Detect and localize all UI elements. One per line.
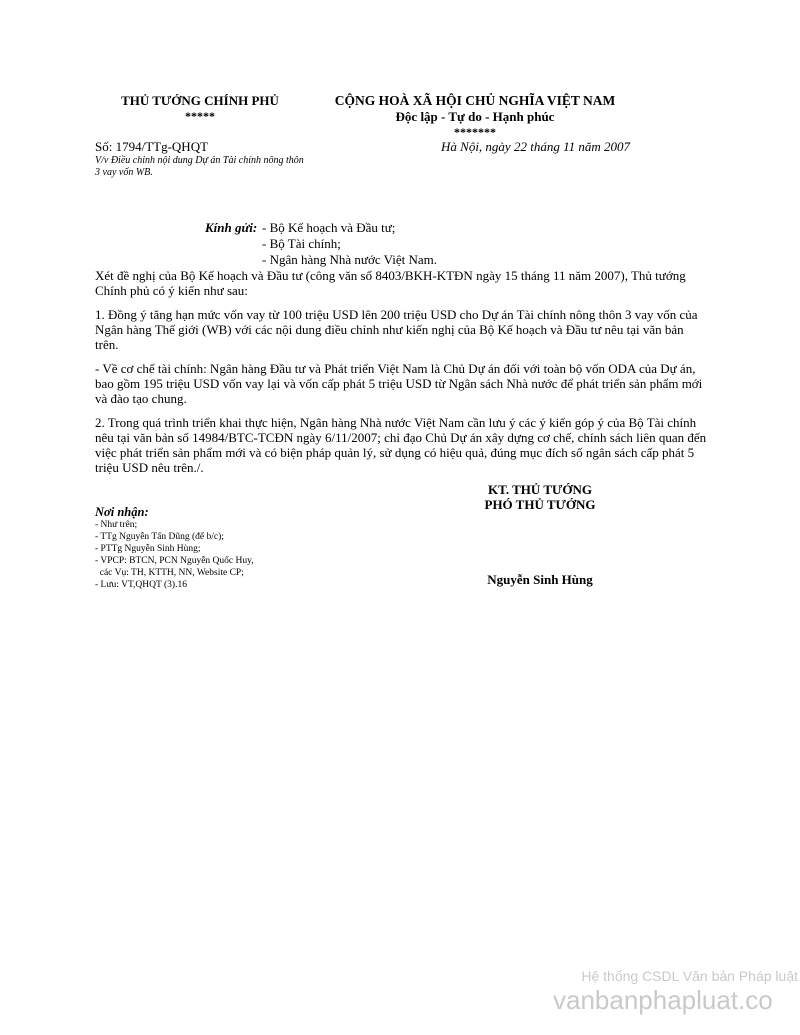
issuing-agency: THỦ TƯỚNG CHÍNH PHỦ xyxy=(121,93,279,108)
national-title-block xyxy=(320,93,630,139)
document-number: Số: 1794/TTg-QHQT xyxy=(95,139,209,154)
signature-block xyxy=(440,482,640,512)
recipient-item: - Bộ Tài chính; xyxy=(262,236,341,251)
distribution-item: - VPCP: BTCN, PCN Nguyễn Quốc Huy, xyxy=(95,556,254,566)
body-paragraph: 1. Đồng ý tăng hạn mức vốn vay từ 100 triệu USD lên 200 triệu USD cho Dự án Tài chính nông thôn 3 vay vốn của Ngân hàng Thế giới (WB) với các nội dung điều chỉnh như kiến nghị của Bộ Kế hoạch và Đầu tư nêu tại văn bản trên. xyxy=(95,307,698,352)
signer-title: KT. THỦ TƯỚNG xyxy=(488,482,592,497)
signer-position: PHÓ THỦ TƯỚNG xyxy=(484,497,596,512)
issuing-agency-block xyxy=(95,93,305,123)
body-paragraph: 2. Trong quá trình triển khai thực hiện, Ngân hàng Nhà nước Việt Nam cần lưu ý các ý kiến góp ý của Bộ Tài chính nêu tại văn bản số 14984/BTC-TCĐN ngày 6/11/2007; chỉ đạo Chủ Dự án xây dựng cơ chế, chính sách liên quan đến việc phát triển sản phẩm mới và có biện pháp quản lý, sử dụng có hiệu quả, đúng mục đích số ngân sách cấp phát 5 triệu USD nêu trên./. xyxy=(95,415,707,475)
recipients-label: Kính gửi: xyxy=(205,220,258,235)
date-line: Hà Nội, ngày 22 tháng 11 năm 2007 xyxy=(441,139,630,154)
country-name: CỘNG HOÀ XÃ HỘI CHỦ NGHĨA VIỆT NAM xyxy=(334,93,616,108)
document-subject: V/v Điều chỉnh nội dung Dự án Tài chính nông thôn 3 vay vốn WB. xyxy=(95,155,304,178)
body-paragraph: Xét đề nghị của Bộ Kế hoạch và Đầu tư (công văn số 8403/BKH-KTĐN ngày 15 tháng 11 năm 2007), Thủ tướng Chính phủ có ý kiến như sau: xyxy=(95,268,686,298)
distribution-item: - PTTg Nguyễn Sinh Hùng; xyxy=(95,544,201,554)
watermark-site: vanbanphapluat.co xyxy=(553,985,773,1015)
document-body xyxy=(95,268,707,484)
distribution-item: các Vụ: TH, KTTH, NN, Website CP; xyxy=(95,568,244,578)
recipients-list xyxy=(262,220,437,268)
distribution-block xyxy=(95,505,315,591)
distribution-list xyxy=(95,519,315,591)
distribution-title: Nơi nhận: xyxy=(95,505,149,519)
agency-separator-stars: ***** xyxy=(185,109,215,123)
distribution-item: - Lưu: VT,QHQT (3).16 xyxy=(95,580,187,590)
recipient-item: - Ngân hàng Nhà nước Việt Nam. xyxy=(262,252,437,267)
body-paragraph: - Về cơ chế tài chính: Ngân hàng Đầu tư và Phát triển Việt Nam là Chủ Dự án đối với toàn bộ vốn ODA của Dự án, bao gồm 195 triệu USD vốn vay lại và vốn cấp phát 5 triệu USD từ Ngân sách Nhà nước để phát triển sản phẩm mới và đào tạo chung. xyxy=(95,361,703,406)
distribution-item: - TTg Nguyễn Tấn Dũng (để b/c); xyxy=(95,532,224,542)
signer-name: Nguyễn Sinh Hùng xyxy=(487,572,593,587)
watermark-caption: Hệ thống CSDL Văn bản Pháp luật xyxy=(581,968,798,984)
motto-separator-stars: ******* xyxy=(454,125,496,139)
distribution-item: - Như trên; xyxy=(95,520,138,530)
recipient-item: - Bộ Kế hoạch và Đầu tư; xyxy=(262,220,396,235)
national-motto: Độc lập - Tự do - Hạnh phúc xyxy=(395,109,555,124)
